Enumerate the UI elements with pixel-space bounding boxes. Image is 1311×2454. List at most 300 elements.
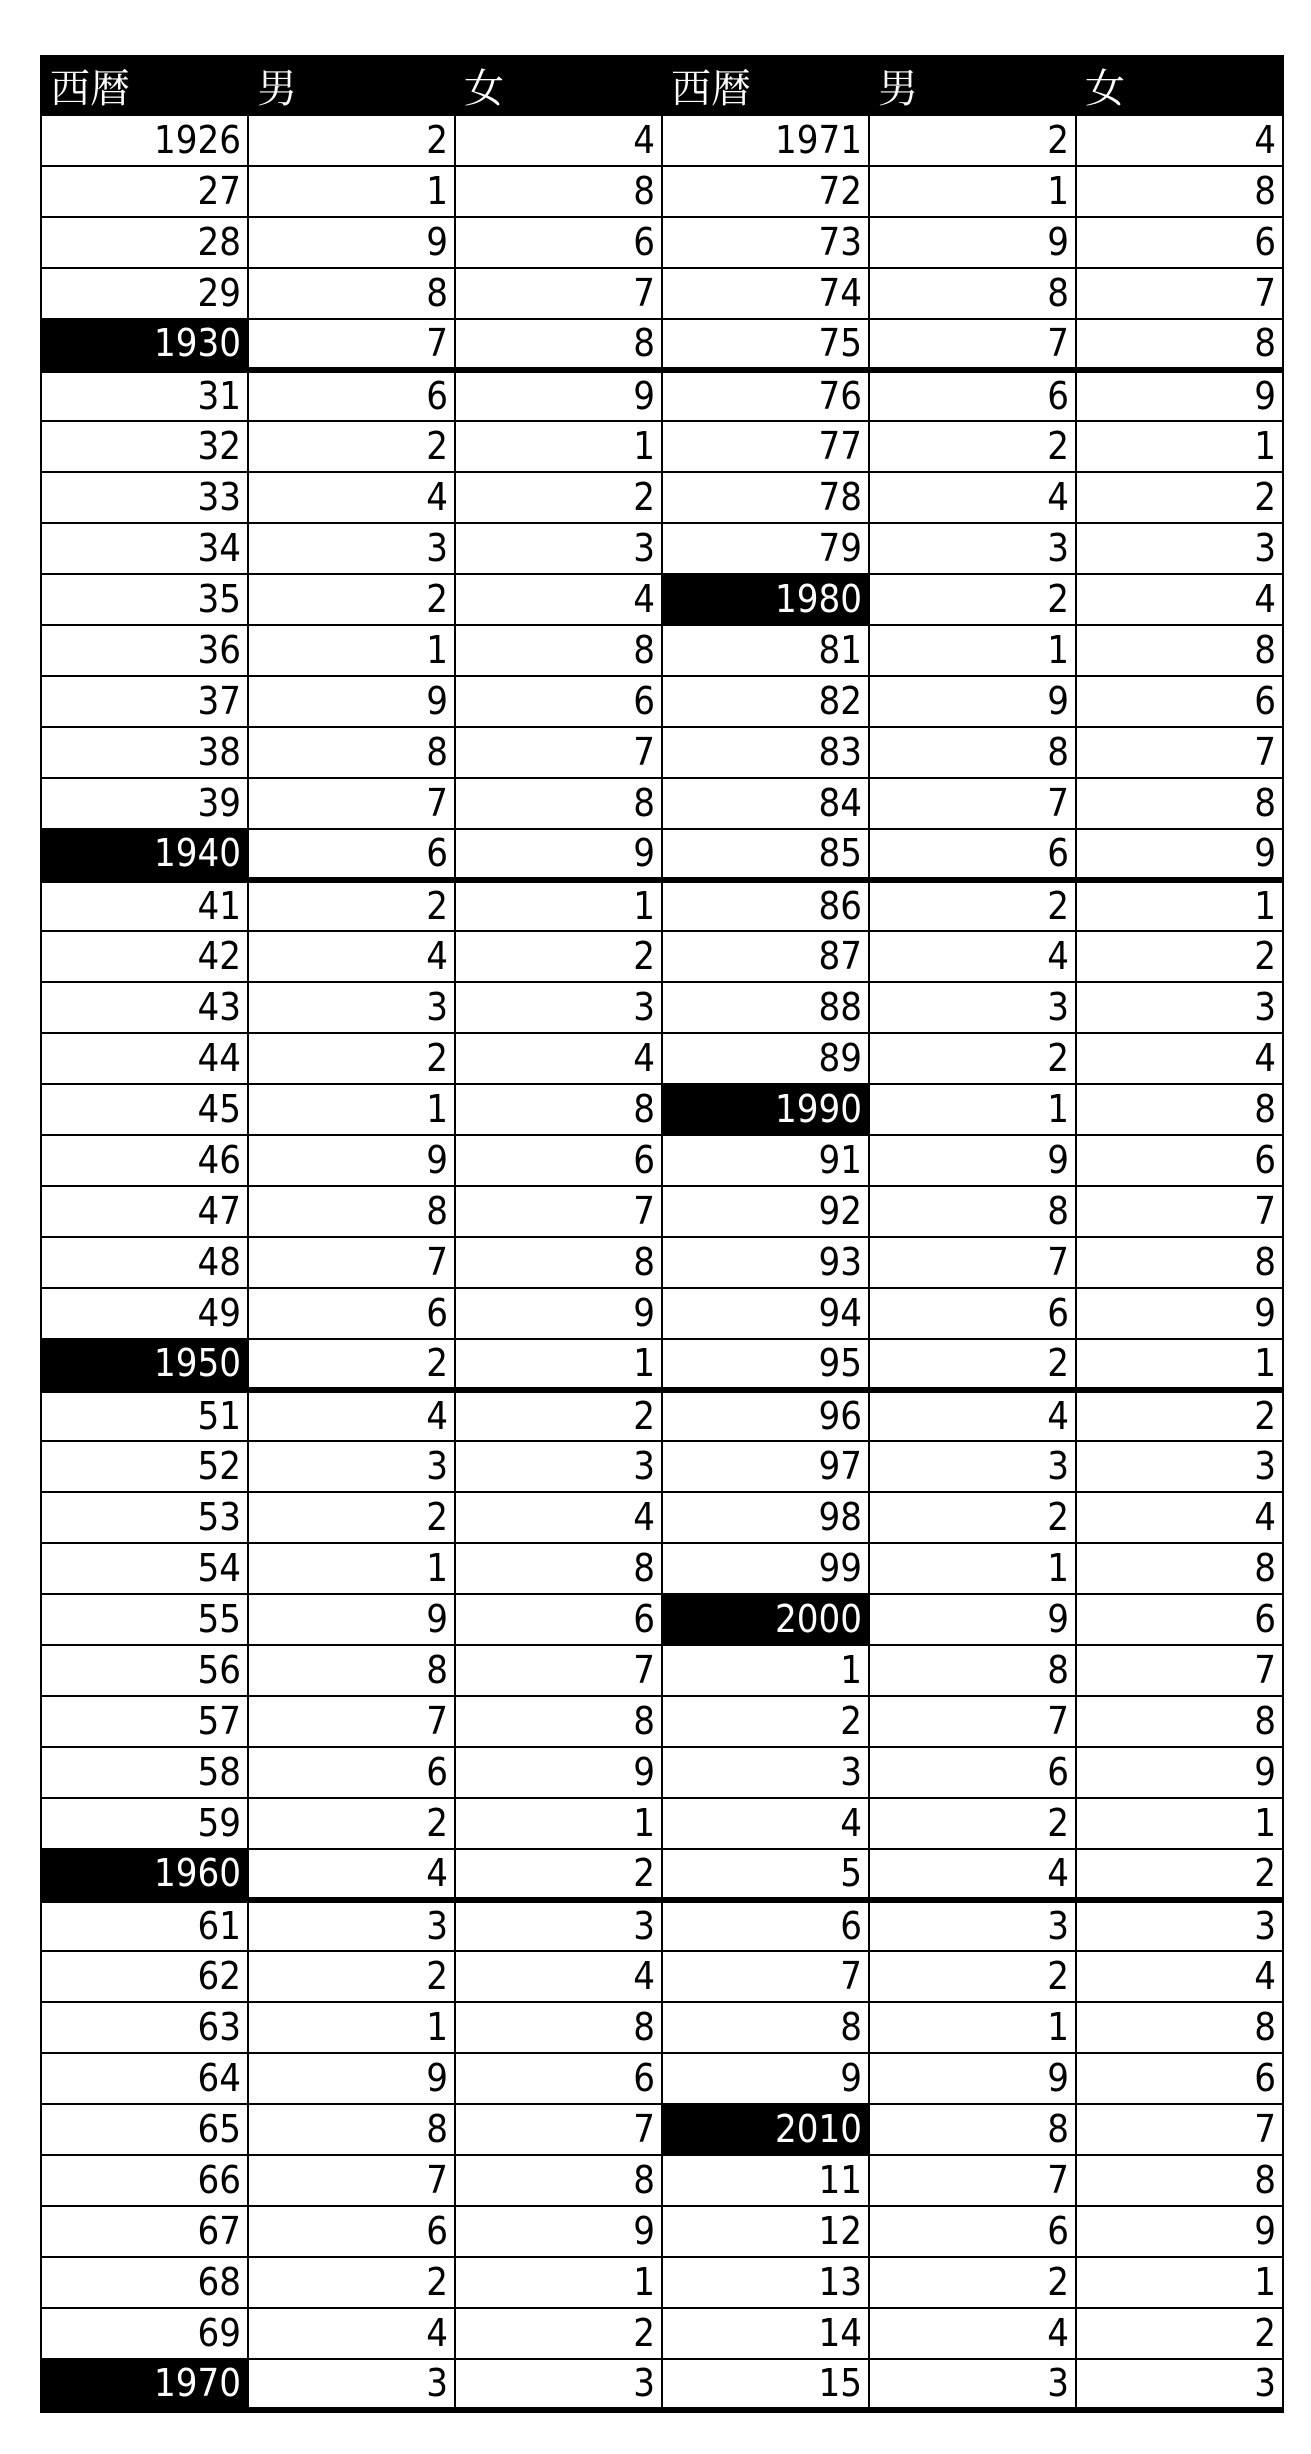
- female-left-cell: 1: [455, 421, 662, 472]
- year-right-cell: 86: [662, 880, 869, 931]
- female-left-cell: 8: [455, 166, 662, 217]
- year-right-cell: 93: [662, 1237, 869, 1288]
- male-right-cell: 2: [869, 1798, 1076, 1849]
- year-right-cell: 79: [662, 523, 869, 574]
- male-left-cell: 2: [248, 1033, 455, 1084]
- male-right-cell: 9: [869, 1594, 1076, 1645]
- male-right-cell: 8: [869, 268, 1076, 319]
- male-right-cell: 8: [869, 1645, 1076, 1696]
- male-left-cell: 9: [248, 1135, 455, 1186]
- year-right-cell: 72: [662, 166, 869, 217]
- year-right-cell: 95: [662, 1339, 869, 1390]
- table-row: [41, 1186, 1283, 1237]
- female-left-cell: 7: [455, 1186, 662, 1237]
- year-left-cell: 32: [41, 421, 248, 472]
- female-left-cell: 8: [455, 625, 662, 676]
- male-right-cell: 3: [869, 523, 1076, 574]
- year-right-cell: 1971: [662, 115, 869, 166]
- female-right-cell: 6: [1076, 2053, 1283, 2104]
- table-row: [41, 1645, 1283, 1696]
- female-right-cell: 3: [1076, 1900, 1283, 1951]
- table-row: [41, 727, 1283, 778]
- year-right-cell: 1: [662, 1645, 869, 1696]
- female-left-cell: 7: [455, 268, 662, 319]
- year-right-cell: 77: [662, 421, 869, 472]
- table-row: [41, 931, 1283, 982]
- table-row: [41, 166, 1283, 217]
- male-right-cell: 7: [869, 1696, 1076, 1747]
- table-row: [41, 1135, 1283, 1186]
- table-row: [41, 472, 1283, 523]
- male-right-cell: 9: [869, 217, 1076, 268]
- year-left-cell: 37: [41, 676, 248, 727]
- year-right-cell: 15: [662, 2359, 869, 2410]
- female-right-cell: 3: [1076, 2359, 1283, 2410]
- year-left-cell: 65: [41, 2104, 248, 2155]
- table-row: [41, 1441, 1283, 1492]
- female-right-cell: 8: [1076, 2002, 1283, 2053]
- male-right-cell: 6: [869, 2206, 1076, 2257]
- year-right-cell: 89: [662, 1033, 869, 1084]
- male-left-cell: 3: [248, 523, 455, 574]
- male-left-cell: 8: [248, 2104, 455, 2155]
- table-row: [41, 1849, 1283, 1900]
- female-left-cell: 2: [455, 1390, 662, 1441]
- male-left-cell: 4: [248, 2308, 455, 2359]
- year-right-cell: 3: [662, 1747, 869, 1798]
- table-row: [41, 1288, 1283, 1339]
- male-right-cell: 2: [869, 880, 1076, 931]
- year-left-cell: 1930: [41, 319, 248, 370]
- female-left-cell: 9: [455, 370, 662, 421]
- female-right-cell: 9: [1076, 2206, 1283, 2257]
- female-left-cell: 1: [455, 880, 662, 931]
- year-right-cell: 88: [662, 982, 869, 1033]
- male-left-cell: 9: [248, 2053, 455, 2104]
- male-left-cell: 2: [248, 421, 455, 472]
- female-right-cell: 3: [1076, 982, 1283, 1033]
- male-left-cell: 3: [248, 982, 455, 1033]
- year-right-cell: 73: [662, 217, 869, 268]
- year-left-cell: 64: [41, 2053, 248, 2104]
- female-right-cell: 6: [1076, 676, 1283, 727]
- table-row: [41, 2104, 1283, 2155]
- year-left-cell: 58: [41, 1747, 248, 1798]
- female-right-cell: 3: [1076, 523, 1283, 574]
- female-left-cell: 3: [455, 1900, 662, 1951]
- female-left-cell: 4: [455, 115, 662, 166]
- male-right-cell: 2: [869, 421, 1076, 472]
- male-left-cell: 2: [248, 115, 455, 166]
- female-left-cell: 8: [455, 2002, 662, 2053]
- female-left-cell: 9: [455, 829, 662, 880]
- year-left-cell: 51: [41, 1390, 248, 1441]
- female-right-cell: 6: [1076, 1135, 1283, 1186]
- male-right-cell: 9: [869, 2053, 1076, 2104]
- year-left-cell: 48: [41, 1237, 248, 1288]
- male-right-cell: 7: [869, 2155, 1076, 2206]
- table-row: [41, 421, 1283, 472]
- year-right-cell: 97: [662, 1441, 869, 1492]
- year-left-cell: 39: [41, 778, 248, 829]
- table-row: [41, 370, 1283, 421]
- year-right-cell: 12: [662, 2206, 869, 2257]
- year-right-cell: 91: [662, 1135, 869, 1186]
- year-left-cell: 46: [41, 1135, 248, 1186]
- year-left-cell: 28: [41, 217, 248, 268]
- female-right-cell: 8: [1076, 1543, 1283, 1594]
- female-right-cell: 2: [1076, 931, 1283, 982]
- female-right-cell: 4: [1076, 1951, 1283, 2002]
- year-left-cell: 49: [41, 1288, 248, 1339]
- year-left-cell: 34: [41, 523, 248, 574]
- male-right-cell: 4: [869, 472, 1076, 523]
- table-row: [41, 268, 1283, 319]
- female-right-cell: 7: [1076, 2104, 1283, 2155]
- table-row: [41, 2308, 1283, 2359]
- female-right-cell: 2: [1076, 1849, 1283, 1900]
- table-row: [41, 1339, 1283, 1390]
- male-left-cell: 9: [248, 217, 455, 268]
- female-right-cell: 8: [1076, 2155, 1283, 2206]
- male-right-cell: 9: [869, 676, 1076, 727]
- header-female-left: 女: [455, 56, 662, 115]
- year-left-cell: 55: [41, 1594, 248, 1645]
- table-row: [41, 829, 1283, 880]
- year-left-cell: 1960: [41, 1849, 248, 1900]
- male-left-cell: 6: [248, 2206, 455, 2257]
- female-right-cell: 9: [1076, 370, 1283, 421]
- male-left-cell: 9: [248, 1594, 455, 1645]
- year-left-cell: 57: [41, 1696, 248, 1747]
- year-right-cell: 2000: [662, 1594, 869, 1645]
- female-right-cell: 9: [1076, 1288, 1283, 1339]
- year-right-cell: 14: [662, 2308, 869, 2359]
- male-left-cell: 2: [248, 1951, 455, 2002]
- male-left-cell: 1: [248, 625, 455, 676]
- year-right-cell: 84: [662, 778, 869, 829]
- male-left-cell: 7: [248, 2155, 455, 2206]
- male-left-cell: 2: [248, 1339, 455, 1390]
- table-row: [41, 1084, 1283, 1135]
- year-right-cell: 83: [662, 727, 869, 778]
- table-row: [41, 319, 1283, 370]
- female-right-cell: 8: [1076, 1084, 1283, 1135]
- female-left-cell: 7: [455, 727, 662, 778]
- table-row: [41, 982, 1283, 1033]
- table-row: [41, 2053, 1283, 2104]
- female-left-cell: 8: [455, 1543, 662, 1594]
- female-left-cell: 3: [455, 2359, 662, 2410]
- male-right-cell: 1: [869, 166, 1076, 217]
- male-left-cell: 2: [248, 1798, 455, 1849]
- year-left-cell: 31: [41, 370, 248, 421]
- female-left-cell: 3: [455, 523, 662, 574]
- female-right-cell: 1: [1076, 1798, 1283, 1849]
- female-right-cell: 9: [1076, 829, 1283, 880]
- female-left-cell: 4: [455, 1492, 662, 1543]
- header-year-right: 西暦: [662, 56, 869, 115]
- male-right-cell: 3: [869, 2359, 1076, 2410]
- table-row: [41, 625, 1283, 676]
- male-right-cell: 2: [869, 574, 1076, 625]
- header-row: [41, 56, 1283, 115]
- female-left-cell: 9: [455, 1288, 662, 1339]
- female-left-cell: 6: [455, 2053, 662, 2104]
- female-right-cell: 1: [1076, 421, 1283, 472]
- female-right-cell: 4: [1076, 1492, 1283, 1543]
- female-left-cell: 2: [455, 2308, 662, 2359]
- male-right-cell: 2: [869, 1492, 1076, 1543]
- male-left-cell: 6: [248, 829, 455, 880]
- male-right-cell: 2: [869, 1339, 1076, 1390]
- male-left-cell: 1: [248, 1543, 455, 1594]
- female-left-cell: 7: [455, 2104, 662, 2155]
- year-left-cell: 38: [41, 727, 248, 778]
- male-left-cell: 3: [248, 1441, 455, 1492]
- header-male-left: 男: [248, 56, 455, 115]
- table-row: [41, 1951, 1283, 2002]
- header-year-left: 西暦: [41, 56, 248, 115]
- year-right-cell: 78: [662, 472, 869, 523]
- year-right-cell: 98: [662, 1492, 869, 1543]
- year-left-cell: 59: [41, 1798, 248, 1849]
- table-row: [41, 676, 1283, 727]
- year-right-cell: 13: [662, 2257, 869, 2308]
- year-right-cell: 11: [662, 2155, 869, 2206]
- male-right-cell: 6: [869, 829, 1076, 880]
- male-left-cell: 1: [248, 2002, 455, 2053]
- male-right-cell: 8: [869, 2104, 1076, 2155]
- year-left-cell: 69: [41, 2308, 248, 2359]
- year-right-cell: 85: [662, 829, 869, 880]
- female-right-cell: 6: [1076, 1594, 1283, 1645]
- male-left-cell: 4: [248, 472, 455, 523]
- year-left-cell: 66: [41, 2155, 248, 2206]
- female-right-cell: 7: [1076, 268, 1283, 319]
- male-right-cell: 2: [869, 2257, 1076, 2308]
- year-right-cell: 75: [662, 319, 869, 370]
- female-left-cell: 2: [455, 931, 662, 982]
- year-right-cell: 7: [662, 1951, 869, 2002]
- female-left-cell: 1: [455, 1339, 662, 1390]
- male-right-cell: 7: [869, 778, 1076, 829]
- male-left-cell: 4: [248, 1849, 455, 1900]
- male-right-cell: 3: [869, 982, 1076, 1033]
- female-left-cell: 7: [455, 1645, 662, 1696]
- male-right-cell: 4: [869, 1390, 1076, 1441]
- male-left-cell: 4: [248, 1390, 455, 1441]
- year-right-cell: 99: [662, 1543, 869, 1594]
- male-right-cell: 4: [869, 931, 1076, 982]
- table-row: [41, 1900, 1283, 1951]
- year-left-cell: 61: [41, 1900, 248, 1951]
- table-row: [41, 217, 1283, 268]
- year-left-cell: 33: [41, 472, 248, 523]
- male-left-cell: 1: [248, 1084, 455, 1135]
- female-right-cell: 7: [1076, 1645, 1283, 1696]
- table-row: [41, 1798, 1283, 1849]
- male-left-cell: 6: [248, 370, 455, 421]
- male-right-cell: 2: [869, 115, 1076, 166]
- female-left-cell: 2: [455, 472, 662, 523]
- female-right-cell: 1: [1076, 1339, 1283, 1390]
- year-left-cell: 1950: [41, 1339, 248, 1390]
- male-left-cell: 7: [248, 1237, 455, 1288]
- year-left-cell: 1926: [41, 115, 248, 166]
- year-left-cell: 35: [41, 574, 248, 625]
- male-right-cell: 7: [869, 1237, 1076, 1288]
- female-right-cell: 2: [1076, 1390, 1283, 1441]
- male-left-cell: 6: [248, 1747, 455, 1798]
- year-right-cell: 2010: [662, 2104, 869, 2155]
- female-right-cell: 4: [1076, 115, 1283, 166]
- table-row: [41, 2359, 1283, 2410]
- male-left-cell: 2: [248, 1492, 455, 1543]
- male-left-cell: 3: [248, 2359, 455, 2410]
- year-right-cell: 74: [662, 268, 869, 319]
- male-right-cell: 6: [869, 1288, 1076, 1339]
- table-row: [41, 2257, 1283, 2308]
- male-right-cell: 1: [869, 1543, 1076, 1594]
- female-left-cell: 8: [455, 319, 662, 370]
- year-left-cell: 41: [41, 880, 248, 931]
- year-right-cell: 1990: [662, 1084, 869, 1135]
- table-body: [41, 115, 1283, 2410]
- female-right-cell: 1: [1076, 2257, 1283, 2308]
- female-right-cell: 8: [1076, 1237, 1283, 1288]
- year-left-cell: 43: [41, 982, 248, 1033]
- female-left-cell: 3: [455, 1441, 662, 1492]
- male-left-cell: 8: [248, 268, 455, 319]
- female-right-cell: 8: [1076, 625, 1283, 676]
- female-right-cell: 2: [1076, 2308, 1283, 2359]
- female-left-cell: 6: [455, 1135, 662, 1186]
- male-left-cell: 8: [248, 1645, 455, 1696]
- table-row: [41, 1747, 1283, 1798]
- female-left-cell: 8: [455, 778, 662, 829]
- year-left-cell: 47: [41, 1186, 248, 1237]
- male-right-cell: 2: [869, 1033, 1076, 1084]
- male-right-cell: 3: [869, 1900, 1076, 1951]
- year-right-cell: 8: [662, 2002, 869, 2053]
- year-right-cell: 82: [662, 676, 869, 727]
- table-row: [41, 1390, 1283, 1441]
- table-row: [41, 574, 1283, 625]
- female-right-cell: 2: [1076, 472, 1283, 523]
- header-male-right: 男: [869, 56, 1076, 115]
- year-left-cell: 68: [41, 2257, 248, 2308]
- male-left-cell: 7: [248, 1696, 455, 1747]
- male-right-cell: 1: [869, 625, 1076, 676]
- male-left-cell: 3: [248, 1900, 455, 1951]
- male-right-cell: 4: [869, 2308, 1076, 2359]
- year-right-cell: 81: [662, 625, 869, 676]
- year-right-cell: 76: [662, 370, 869, 421]
- female-right-cell: 4: [1076, 1033, 1283, 1084]
- male-right-cell: 3: [869, 1441, 1076, 1492]
- female-left-cell: 6: [455, 1594, 662, 1645]
- male-left-cell: 8: [248, 1186, 455, 1237]
- female-right-cell: 8: [1076, 1696, 1283, 1747]
- female-left-cell: 9: [455, 2206, 662, 2257]
- year-right-cell: 94: [662, 1288, 869, 1339]
- year-left-cell: 29: [41, 268, 248, 319]
- year-right-cell: 2: [662, 1696, 869, 1747]
- female-right-cell: 9: [1076, 1747, 1283, 1798]
- table-row: [41, 1696, 1283, 1747]
- female-right-cell: 8: [1076, 166, 1283, 217]
- male-right-cell: 4: [869, 1849, 1076, 1900]
- male-right-cell: 1: [869, 1084, 1076, 1135]
- female-right-cell: 6: [1076, 217, 1283, 268]
- year-left-cell: 53: [41, 1492, 248, 1543]
- female-right-cell: 1: [1076, 880, 1283, 931]
- year-right-cell: 1980: [662, 574, 869, 625]
- male-left-cell: 7: [248, 319, 455, 370]
- table-header: [41, 56, 1283, 115]
- male-left-cell: 7: [248, 778, 455, 829]
- table-row: [41, 880, 1283, 931]
- year-left-cell: 27: [41, 166, 248, 217]
- female-right-cell: 3: [1076, 1441, 1283, 1492]
- male-left-cell: 6: [248, 1288, 455, 1339]
- female-left-cell: 8: [455, 1084, 662, 1135]
- year-left-cell: 36: [41, 625, 248, 676]
- female-left-cell: 8: [455, 1237, 662, 1288]
- table-row: [41, 778, 1283, 829]
- male-right-cell: 2: [869, 1951, 1076, 2002]
- female-left-cell: 4: [455, 1033, 662, 1084]
- year-right-cell: 6: [662, 1900, 869, 1951]
- female-left-cell: 1: [455, 2257, 662, 2308]
- female-left-cell: 4: [455, 574, 662, 625]
- table-row: [41, 1492, 1283, 1543]
- table-row: [41, 115, 1283, 166]
- year-left-cell: 1940: [41, 829, 248, 880]
- male-left-cell: 1: [248, 166, 455, 217]
- female-left-cell: 8: [455, 2155, 662, 2206]
- female-left-cell: 4: [455, 1951, 662, 2002]
- year-right-cell: 96: [662, 1390, 869, 1441]
- year-right-cell: 5: [662, 1849, 869, 1900]
- year-left-cell: 1970: [41, 2359, 248, 2410]
- male-right-cell: 6: [869, 370, 1076, 421]
- table-row: [41, 2206, 1283, 2257]
- year-left-cell: 62: [41, 1951, 248, 2002]
- table-row: [41, 1237, 1283, 1288]
- table-row: [41, 1594, 1283, 1645]
- year-left-cell: 44: [41, 1033, 248, 1084]
- year-left-cell: 45: [41, 1084, 248, 1135]
- male-left-cell: 9: [248, 676, 455, 727]
- female-left-cell: 8: [455, 1696, 662, 1747]
- year-right-cell: 4: [662, 1798, 869, 1849]
- male-right-cell: 8: [869, 1186, 1076, 1237]
- year-right-cell: 92: [662, 1186, 869, 1237]
- female-left-cell: 6: [455, 217, 662, 268]
- male-right-cell: 9: [869, 1135, 1076, 1186]
- year-left-cell: 54: [41, 1543, 248, 1594]
- table-row: [41, 2002, 1283, 2053]
- male-right-cell: 6: [869, 1747, 1076, 1798]
- female-left-cell: 1: [455, 1798, 662, 1849]
- male-left-cell: 2: [248, 2257, 455, 2308]
- header-female-right: 女: [1076, 56, 1283, 115]
- year-left-cell: 52: [41, 1441, 248, 1492]
- male-right-cell: 1: [869, 2002, 1076, 2053]
- female-right-cell: 7: [1076, 727, 1283, 778]
